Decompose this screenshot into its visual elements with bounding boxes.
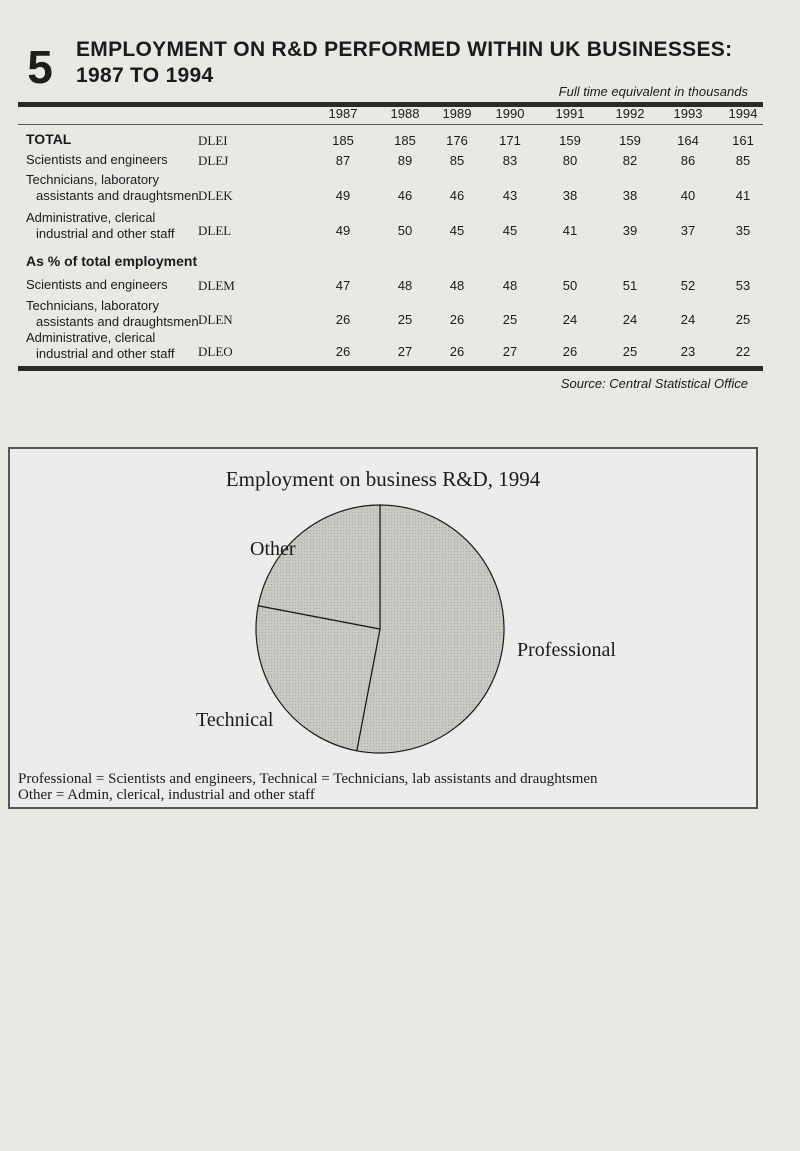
table-cell: 22 [735,344,751,359]
table-cell: 83 [502,153,518,168]
table-cell: 26 [562,344,578,359]
row-label-total: TOTAL [26,131,72,147]
table-cell: 40 [680,188,696,203]
table-cell: 25 [397,312,413,327]
table-cell: 50 [397,223,413,238]
row-label: Administrative, clerical industrial and other staff [26,330,175,361]
row-label: Technicians, laboratory assistants and draughtsmen [26,172,199,203]
legend-note-line1: Professional = Scientists and engineers, Technical = Technicians, lab assistants and draughtsmen [18,771,598,787]
pie-chart [10,449,756,749]
row-label: Scientists and engineers [26,277,168,292]
table-cell: 176 [446,133,468,148]
section-heading: As % of total employment [26,253,198,269]
slice-label-professional: Professional [517,639,616,661]
table-cell: 171 [499,133,521,148]
table-cell: 85 [735,153,751,168]
table-cell: 45 [449,223,465,238]
series-code: DLEN [198,312,233,327]
table-cell: 164 [677,133,699,148]
page-title: EMPLOYMENT ON R&D PERFORMED WITHIN UK BUSINESSES: [76,38,733,61]
table-cell: 24 [562,312,578,327]
table-cell: 26 [449,344,465,359]
slice-label-technical: Technical [196,709,274,731]
table-cell: 159 [559,133,581,148]
header-rule [18,124,763,125]
year-header: 1989 [442,106,472,121]
table-cell: 27 [502,344,518,359]
table-cell: 27 [397,344,413,359]
pie-slice-technical [256,606,380,751]
section-number-badge: 5 [27,41,53,93]
table-cell: 49 [335,188,351,203]
table-cell: 53 [735,278,751,293]
source-note: Source: Central Statistical Office [560,376,748,391]
table-cell: 26 [335,344,351,359]
table-cell: 161 [732,133,754,148]
table-cell: 82 [622,153,638,168]
table-cell: 49 [335,223,351,238]
table-cell: 48 [449,278,465,293]
table-cell: 52 [680,278,696,293]
table-cell: 48 [502,278,518,293]
table-cell: 26 [449,312,465,327]
series-code: DLEO [198,344,233,359]
table-cell: 85 [449,153,465,168]
table-cell: 50 [562,278,578,293]
chart-panel [8,447,758,809]
table-cell: 51 [622,278,638,293]
slice-label-other: Other [250,538,296,560]
series-code: DLEI [198,133,228,148]
table-cell: 43 [502,188,518,203]
year-header: 1993 [673,106,703,121]
row-label: Technicians, laboratory assistants and draughtsmen [26,298,199,329]
table-cell: 25 [622,344,638,359]
table-cell: 185 [394,133,416,148]
table-cell: 46 [397,188,413,203]
table-cell: 39 [622,223,638,238]
table-cell: 26 [335,312,351,327]
table-cell: 47 [335,278,351,293]
series-code: DLEK [198,188,233,203]
table-cell: 23 [680,344,696,359]
page-subtitle: 1987 TO 1994 [76,64,214,87]
legend-note-line2: Other = Admin, clerical, industrial and other staff [18,787,315,803]
table-cell: 48 [397,278,413,293]
table-cell: 89 [397,153,413,168]
series-code: DLEJ [198,153,229,168]
year-header: 1991 [555,106,585,121]
year-header: 1988 [390,106,420,121]
table-cell: 38 [622,188,638,203]
series-code: DLEM [198,278,235,293]
table-cell: 35 [735,223,751,238]
table-cell: 159 [619,133,641,148]
chart-title: Employment on business R&D, 1994 [225,467,541,491]
table-cell: 25 [735,312,751,327]
bottom-rule [18,366,763,371]
table-cell: 25 [502,312,518,327]
table-cell: 46 [449,188,465,203]
table-cell: 24 [680,312,696,327]
year-header: 1994 [728,106,758,121]
row-label: Administrative, clerical industrial and other staff [26,210,175,241]
table-cell: 45 [502,223,518,238]
table-cell: 87 [335,153,351,168]
year-header: 1992 [615,106,645,121]
row-label: Scientists and engineers [26,152,168,167]
table-cell: 185 [332,133,354,148]
table-cell: 80 [562,153,578,168]
table-cell: 37 [680,223,696,238]
table-cell: 24 [622,312,638,327]
year-header: 1990 [495,106,525,121]
table-cell: 41 [562,223,578,238]
year-header: 1987 [328,106,358,121]
table-cell: 38 [562,188,578,203]
table-cell: 86 [680,153,696,168]
series-code: DLEL [198,223,232,238]
units-note: Full time equivalent in thousands [558,84,748,99]
table-cell: 41 [735,188,751,203]
